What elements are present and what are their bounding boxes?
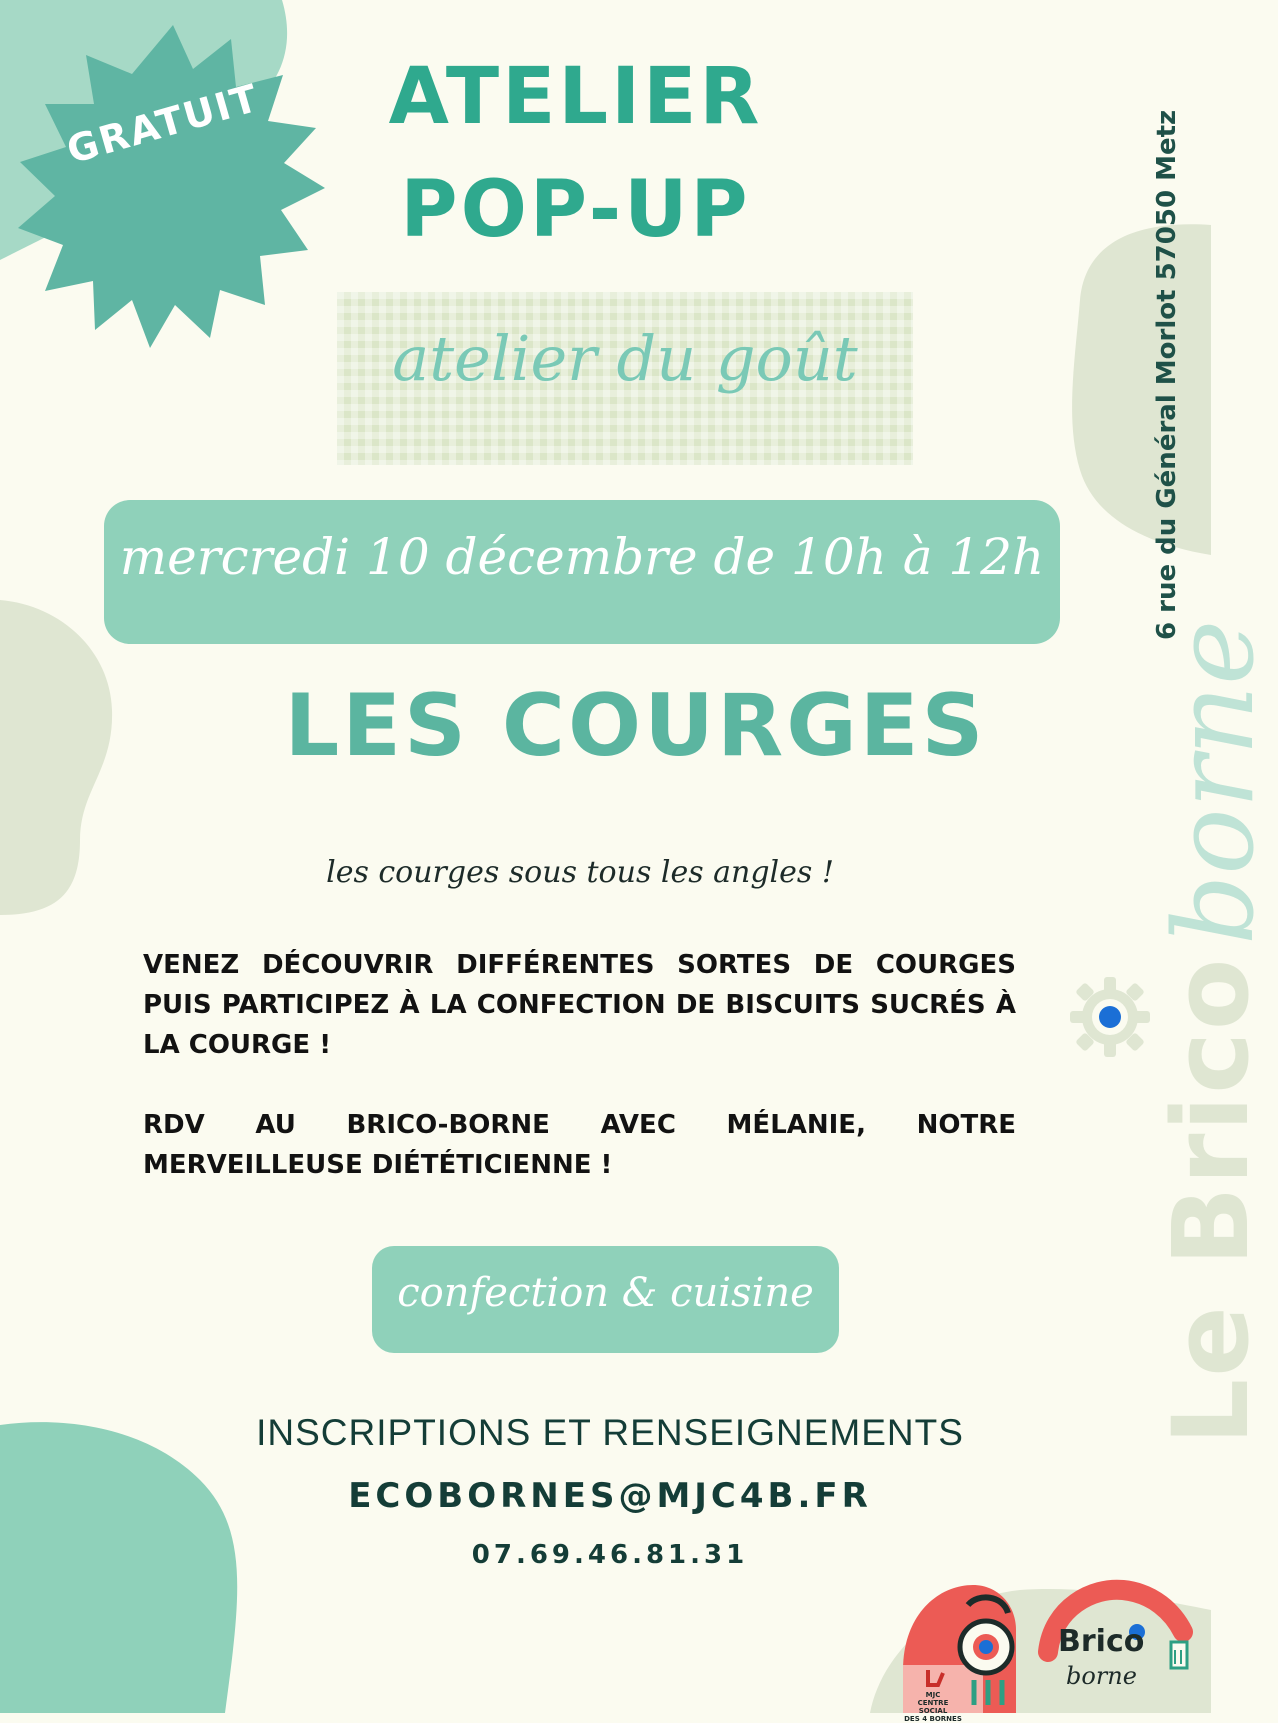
mjc-logo-line2: CENTRE SOCIAL — [917, 1699, 949, 1715]
bottom-left-blob — [0, 1422, 237, 1713]
mjc-logo-line3: DES 4 BORNES — [904, 1715, 962, 1723]
side-brand-text: Le Brico — [1150, 956, 1272, 1445]
description-paragraph-2: RDV AU BRICO-BORNE AVEC MÉLANIE, NOTRE MERVEILLEUSE DIÉTÉTICIENNE ! — [143, 1110, 1016, 1180]
subtitle: les courges sous tous les angles ! — [326, 855, 834, 890]
description-paragraph-1: VENEZ DÉCOUVRIR DIFFÉRENTES SORTES DE COURGES PUIS PARTICIPEZ À LA CONFECTION DE BISCUITS SUCRÉS À LA COURGE ! — [143, 950, 1016, 1060]
main-title: LES COURGES — [284, 676, 987, 776]
brico-logo-word: Brico — [1058, 1624, 1145, 1659]
address-vertical: 6 rue du Général Morlot 57050 Metz — [1152, 109, 1182, 640]
workshop-tag: atelier du goût — [392, 322, 858, 395]
title-line2: POP-UP — [400, 165, 751, 255]
contact-phone[interactable]: 07.69.46.81.31 — [471, 1540, 749, 1570]
date-text: mercredi 10 décembre de 10h à 12h — [119, 528, 1045, 586]
title-line1: ATELIER — [388, 52, 763, 142]
mjc-logo-line1: MJC — [925, 1691, 941, 1699]
contact-email[interactable]: ECOBORNES@MJC4B.FR — [348, 1476, 872, 1516]
free-badge-label: GRATUIT — [62, 75, 265, 173]
right-blob — [1072, 224, 1211, 555]
gear-icon — [1068, 975, 1152, 1059]
side-brand-script: borne — [1150, 619, 1278, 945]
borne-logo-word: borne — [1066, 1662, 1137, 1690]
mjc-logo-text — [903, 1691, 963, 1723]
category-label: confection & cuisine — [397, 1270, 814, 1316]
contact-heading: INSCRIPTIONS ET RENSEIGNEMENTS — [256, 1412, 964, 1453]
